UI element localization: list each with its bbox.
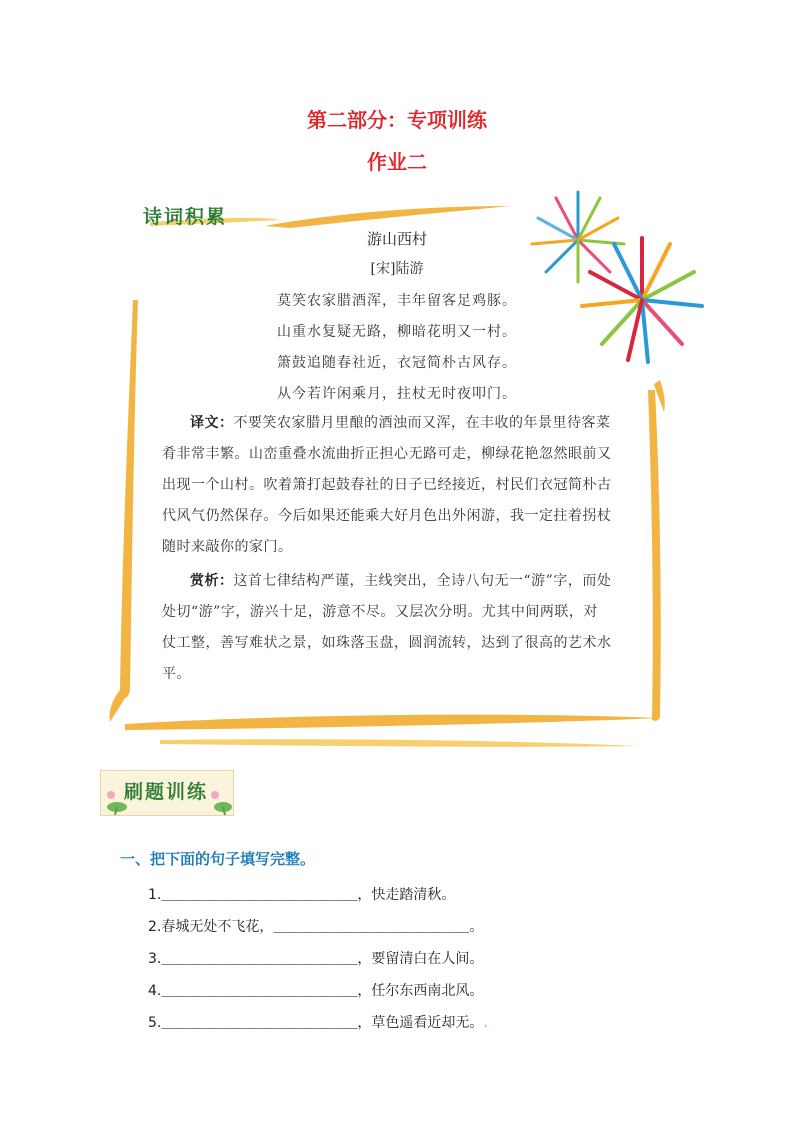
fill-in-item xyxy=(148,1012,488,1032)
brush-stroke-right xyxy=(648,390,661,721)
homework-title: 作业二 xyxy=(367,150,427,174)
translation-text: 不要笑农家腊月里酿的酒浊而又浑，在丰收的年景里待客菜肴非常丰繁。山峦重叠水流曲折正担心无路可走，柳绿花艳忽然眼前又出现一个山村。吹着箫打起鼓春社的日子已经接近，村民们衣冠简朴古代风气仍然保存。今后如果还能乘大好月色出外闲游，我一定拄着拐杖随时来敲你的家门。 xyxy=(162,415,612,555)
appreciation-label: 赏析： xyxy=(190,573,234,589)
brush-stroke-left-tip xyxy=(109,690,126,722)
poem-line: 从今若许闲乘月，拄杖无时夜叩门。 xyxy=(277,386,517,402)
poem-line: 箫鼓追随春社近，衣冠简朴古风存。 xyxy=(277,355,517,371)
question-heading: 一、把下面的句子填写完整。 xyxy=(120,850,316,868)
translation-label: 译文： xyxy=(190,415,234,431)
fill-in-item: 3.＿＿＿＿＿＿＿＿＿＿＿＿＿＿，要留清白在人间。 xyxy=(148,951,484,967)
fill-in-item: 1.＿＿＿＿＿＿＿＿＿＿＿＿＿＿，快走踏清秋。 xyxy=(148,887,456,903)
trailing-dot: . xyxy=(483,1015,488,1031)
fill-in-item: 2.春城无处不飞花，＿＿＿＿＿＿＿＿＿＿＿＿＿＿。 xyxy=(148,919,484,935)
part-title: 第二部分：专项训练 xyxy=(307,108,487,132)
translation-paragraph xyxy=(162,408,612,563)
poetry-section-label: 诗词积累 xyxy=(143,206,228,228)
fill-in-item: 4.＿＿＿＿＿＿＿＿＿＿＿＿＿＿，任尔东西南北风。 xyxy=(148,983,484,999)
practice-section-label: 刷题训练 xyxy=(124,781,209,803)
brush-stroke-bottom xyxy=(125,715,662,730)
appreciation-paragraph xyxy=(162,566,612,690)
appreciation-text: 这首七律结构严谨，主线突出，全诗八句无一“游”字，而处处切“游”字，游兴十足，游意不尽。又层次分明。尤其中间两联，对仗工整，善写难状之景，如珠落玉盘，圆润流转，达到了很高的艺术水平。 xyxy=(162,573,612,682)
brush-stroke-top xyxy=(265,206,510,228)
brush-stroke-bottom-2 xyxy=(160,739,640,747)
poem-title: 游山西村 xyxy=(366,230,427,248)
fill-in-item-text: 5.＿＿＿＿＿＿＿＿＿＿＿＿＿＿，草色遥看近却无。 xyxy=(148,1015,484,1031)
poem-line: 山重水复疑无路，柳暗花明又一村。 xyxy=(277,324,517,340)
poem-author: [宋]陆游 xyxy=(370,261,424,277)
poem-line: 莫笑农家腊酒浑，丰年留客足鸡豚。 xyxy=(277,293,517,309)
